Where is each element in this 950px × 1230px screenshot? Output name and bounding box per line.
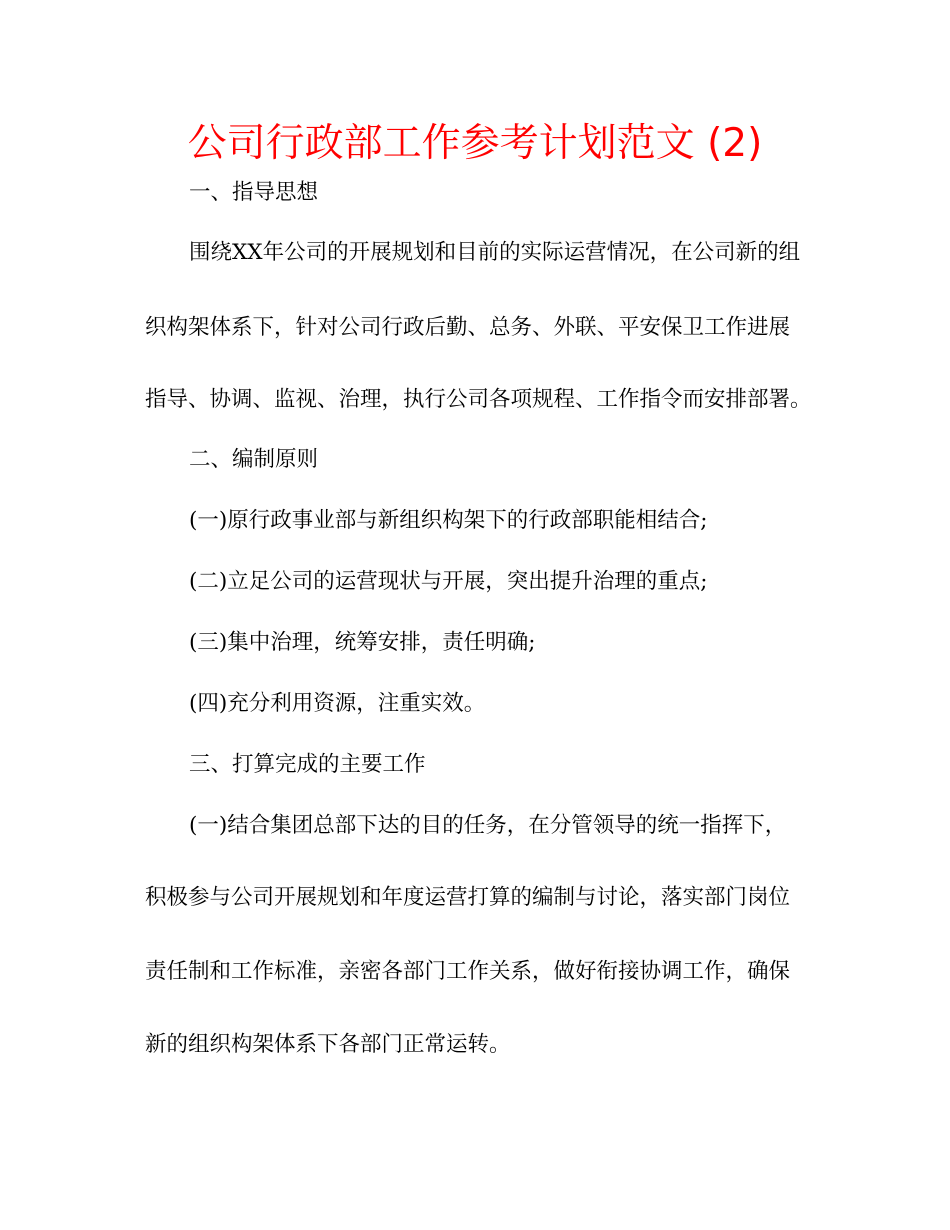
document-title: 公司行政部工作参考计划范文 (2)	[187, 121, 763, 166]
paragraph-line: 围绕XX年公司的开展规划和目前的实际运营情况，在公司新的组	[189, 240, 801, 265]
section-heading-principles: 二、编制原则	[189, 447, 319, 472]
list-item: (二)立足公司的运营现状与开展，突出提升治理的重点;	[189, 569, 708, 594]
paragraph-line: 新的组织构架体系下各部门正常运转。	[145, 1032, 511, 1057]
list-item: (四)充分利用资源，注重实效。	[189, 691, 486, 716]
section-heading-guiding-ideology: 一、指导思想	[189, 180, 319, 205]
list-item: (一)原行政事业部与新组织构架下的行政部职能相结合;	[189, 508, 708, 533]
paragraph-line: 织构架体系下，针对公司行政后勤、总务、外联、平安保卫工作进展	[145, 315, 791, 340]
paragraph-line: 责任制和工作标准，亲密各部门工作关系，做好衔接协调工作，确保	[145, 959, 791, 984]
paragraph-line: 积极参与公司开展规划和年度运营打算的编制与讨论，落实部门岗位	[145, 885, 791, 910]
list-item: (三)集中治理，统筹安排，责任明确;	[189, 630, 536, 655]
section-heading-main-work: 三、打算完成的主要工作	[189, 752, 426, 777]
paragraph-line: (一)结合集团总部下达的目的任务，在分管领导的统一指挥下，	[189, 813, 787, 838]
paragraph-line: 指导、协调、监视、治理，执行公司各项规程、工作指令而安排部署。	[145, 387, 812, 412]
